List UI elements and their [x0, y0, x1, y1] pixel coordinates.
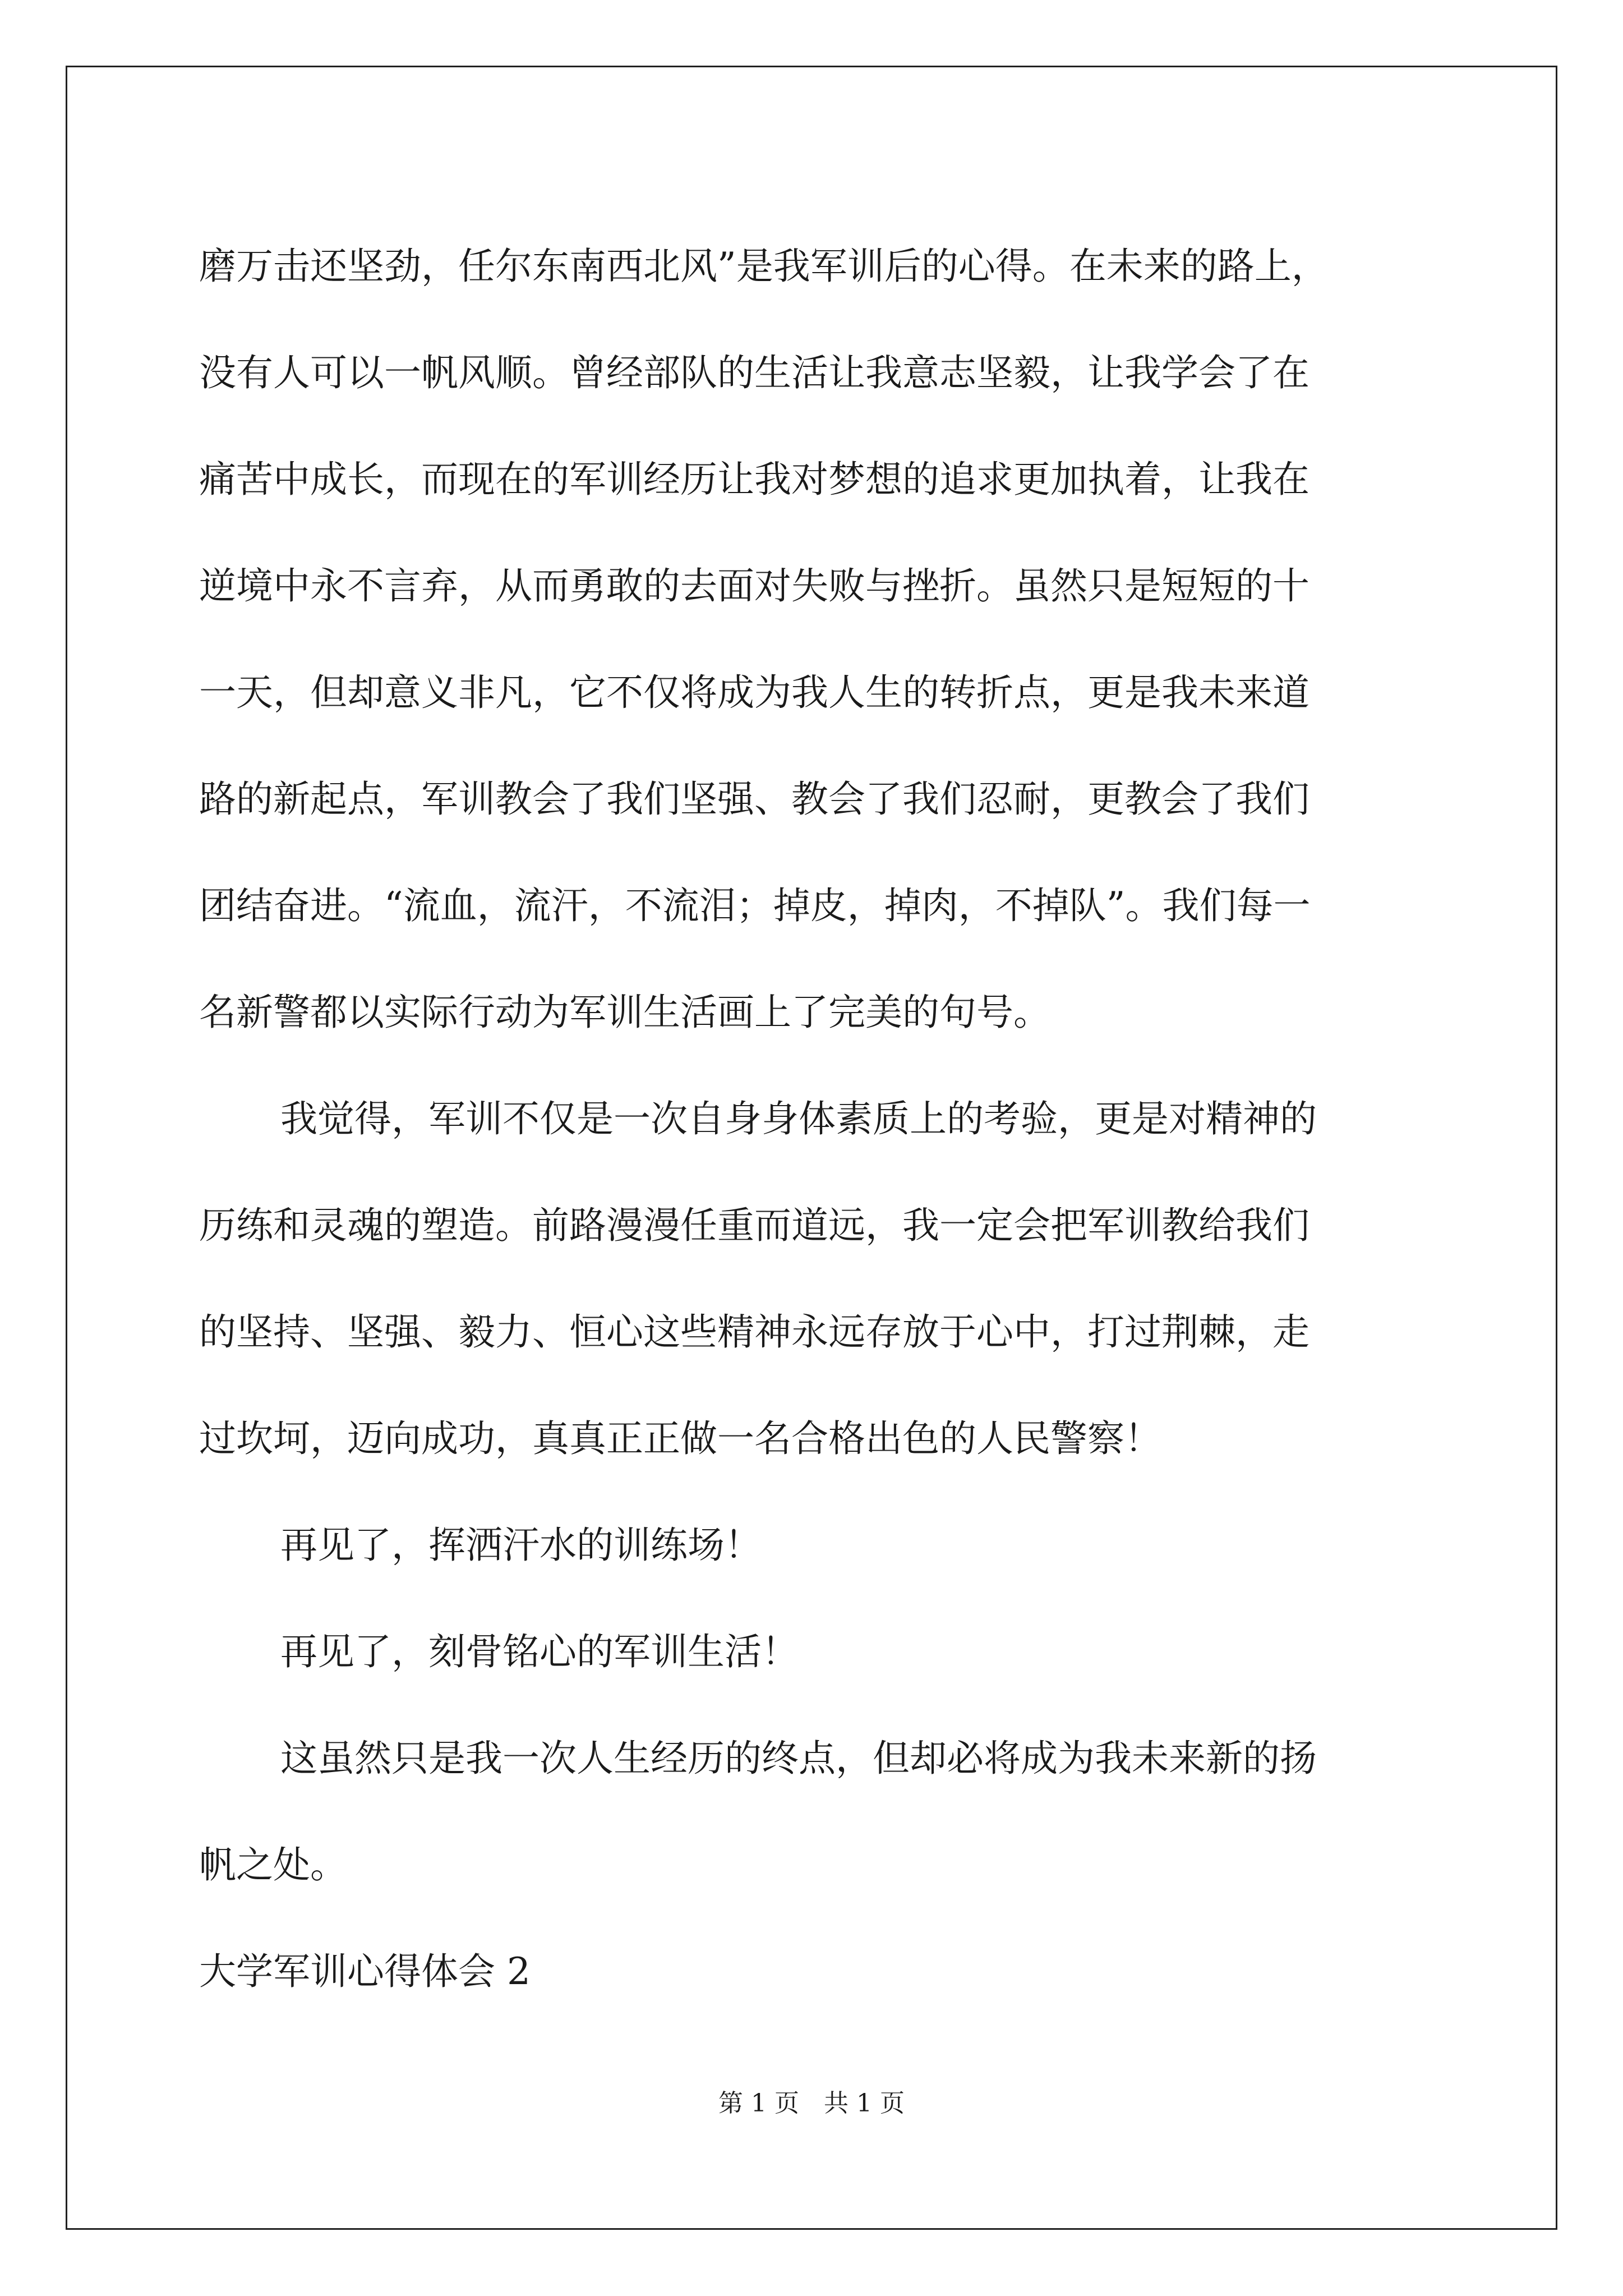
paragraph [199, 1705, 1427, 1918]
text-line: 团结奋进。“流血，流汗，不流泪；掉皮，掉肉，不掉队”。我们每一 [199, 884, 1311, 927]
text-line: 历练和灵魂的塑造。前路漫漫任重而道远，我一定会把军训教给我们 [199, 1204, 1310, 1247]
text-line: 帆之处。 [199, 1843, 347, 1887]
text-line: 磨万击还坚劲，任尔东南西北风”是我军训后的心得。在未来的路上， [199, 245, 1329, 288]
text-line: 过坎坷，迈向成功，真真正正做一名合格出色的人民警察！ [199, 1417, 1161, 1460]
paragraph [199, 1492, 1427, 1599]
text-line: 这虽然只是我一次人生经历的终点，但却必将成为我未来新的扬 [280, 1737, 1317, 1780]
text-line: 路的新起点，军训教会了我们坚强、教会了我们忍耐，更教会了我们 [199, 777, 1310, 821]
paragraph [199, 1599, 1427, 1705]
text-line: 再见了，挥洒汗水的训练场！ [280, 1524, 762, 1567]
text-line: 再见了，刻骨铭心的军训生活！ [280, 1630, 799, 1673]
text-line: 我觉得，军训不仅是一次自身身体素质上的考验，更是对精神的 [280, 1097, 1317, 1140]
text-line: 的坚持、坚强、毅力、恒心这些精神永远存放于心中，打过荆棘，走 [199, 1310, 1310, 1354]
paragraph [199, 1066, 1427, 1492]
section-heading: 大学军训心得体会 2 [199, 1950, 531, 1993]
text-line: 一天，但却意义非凡，它不仅将成为我人生的转折点，更是我未来道 [199, 671, 1310, 714]
text-line: 名新警都以实际行动为军训生活画上了完美的句号。 [199, 991, 1050, 1034]
text-line: 没有人可以一帆风顺。曾经部队的生活让我意志坚毅，让我学会了在 [199, 351, 1310, 394]
page-footer: 第 1 页 共 1 页 [718, 2089, 905, 2118]
text-line: 痛苦中成长，而现在的军训经历让我对梦想的追求更加执着，让我在 [199, 458, 1310, 501]
paragraph [199, 213, 1427, 1066]
document-body [199, 213, 1427, 2025]
text-line: 逆境中永不言弃，从而勇敢的去面对失败与挫折。虽然只是短短的十 [199, 564, 1310, 608]
